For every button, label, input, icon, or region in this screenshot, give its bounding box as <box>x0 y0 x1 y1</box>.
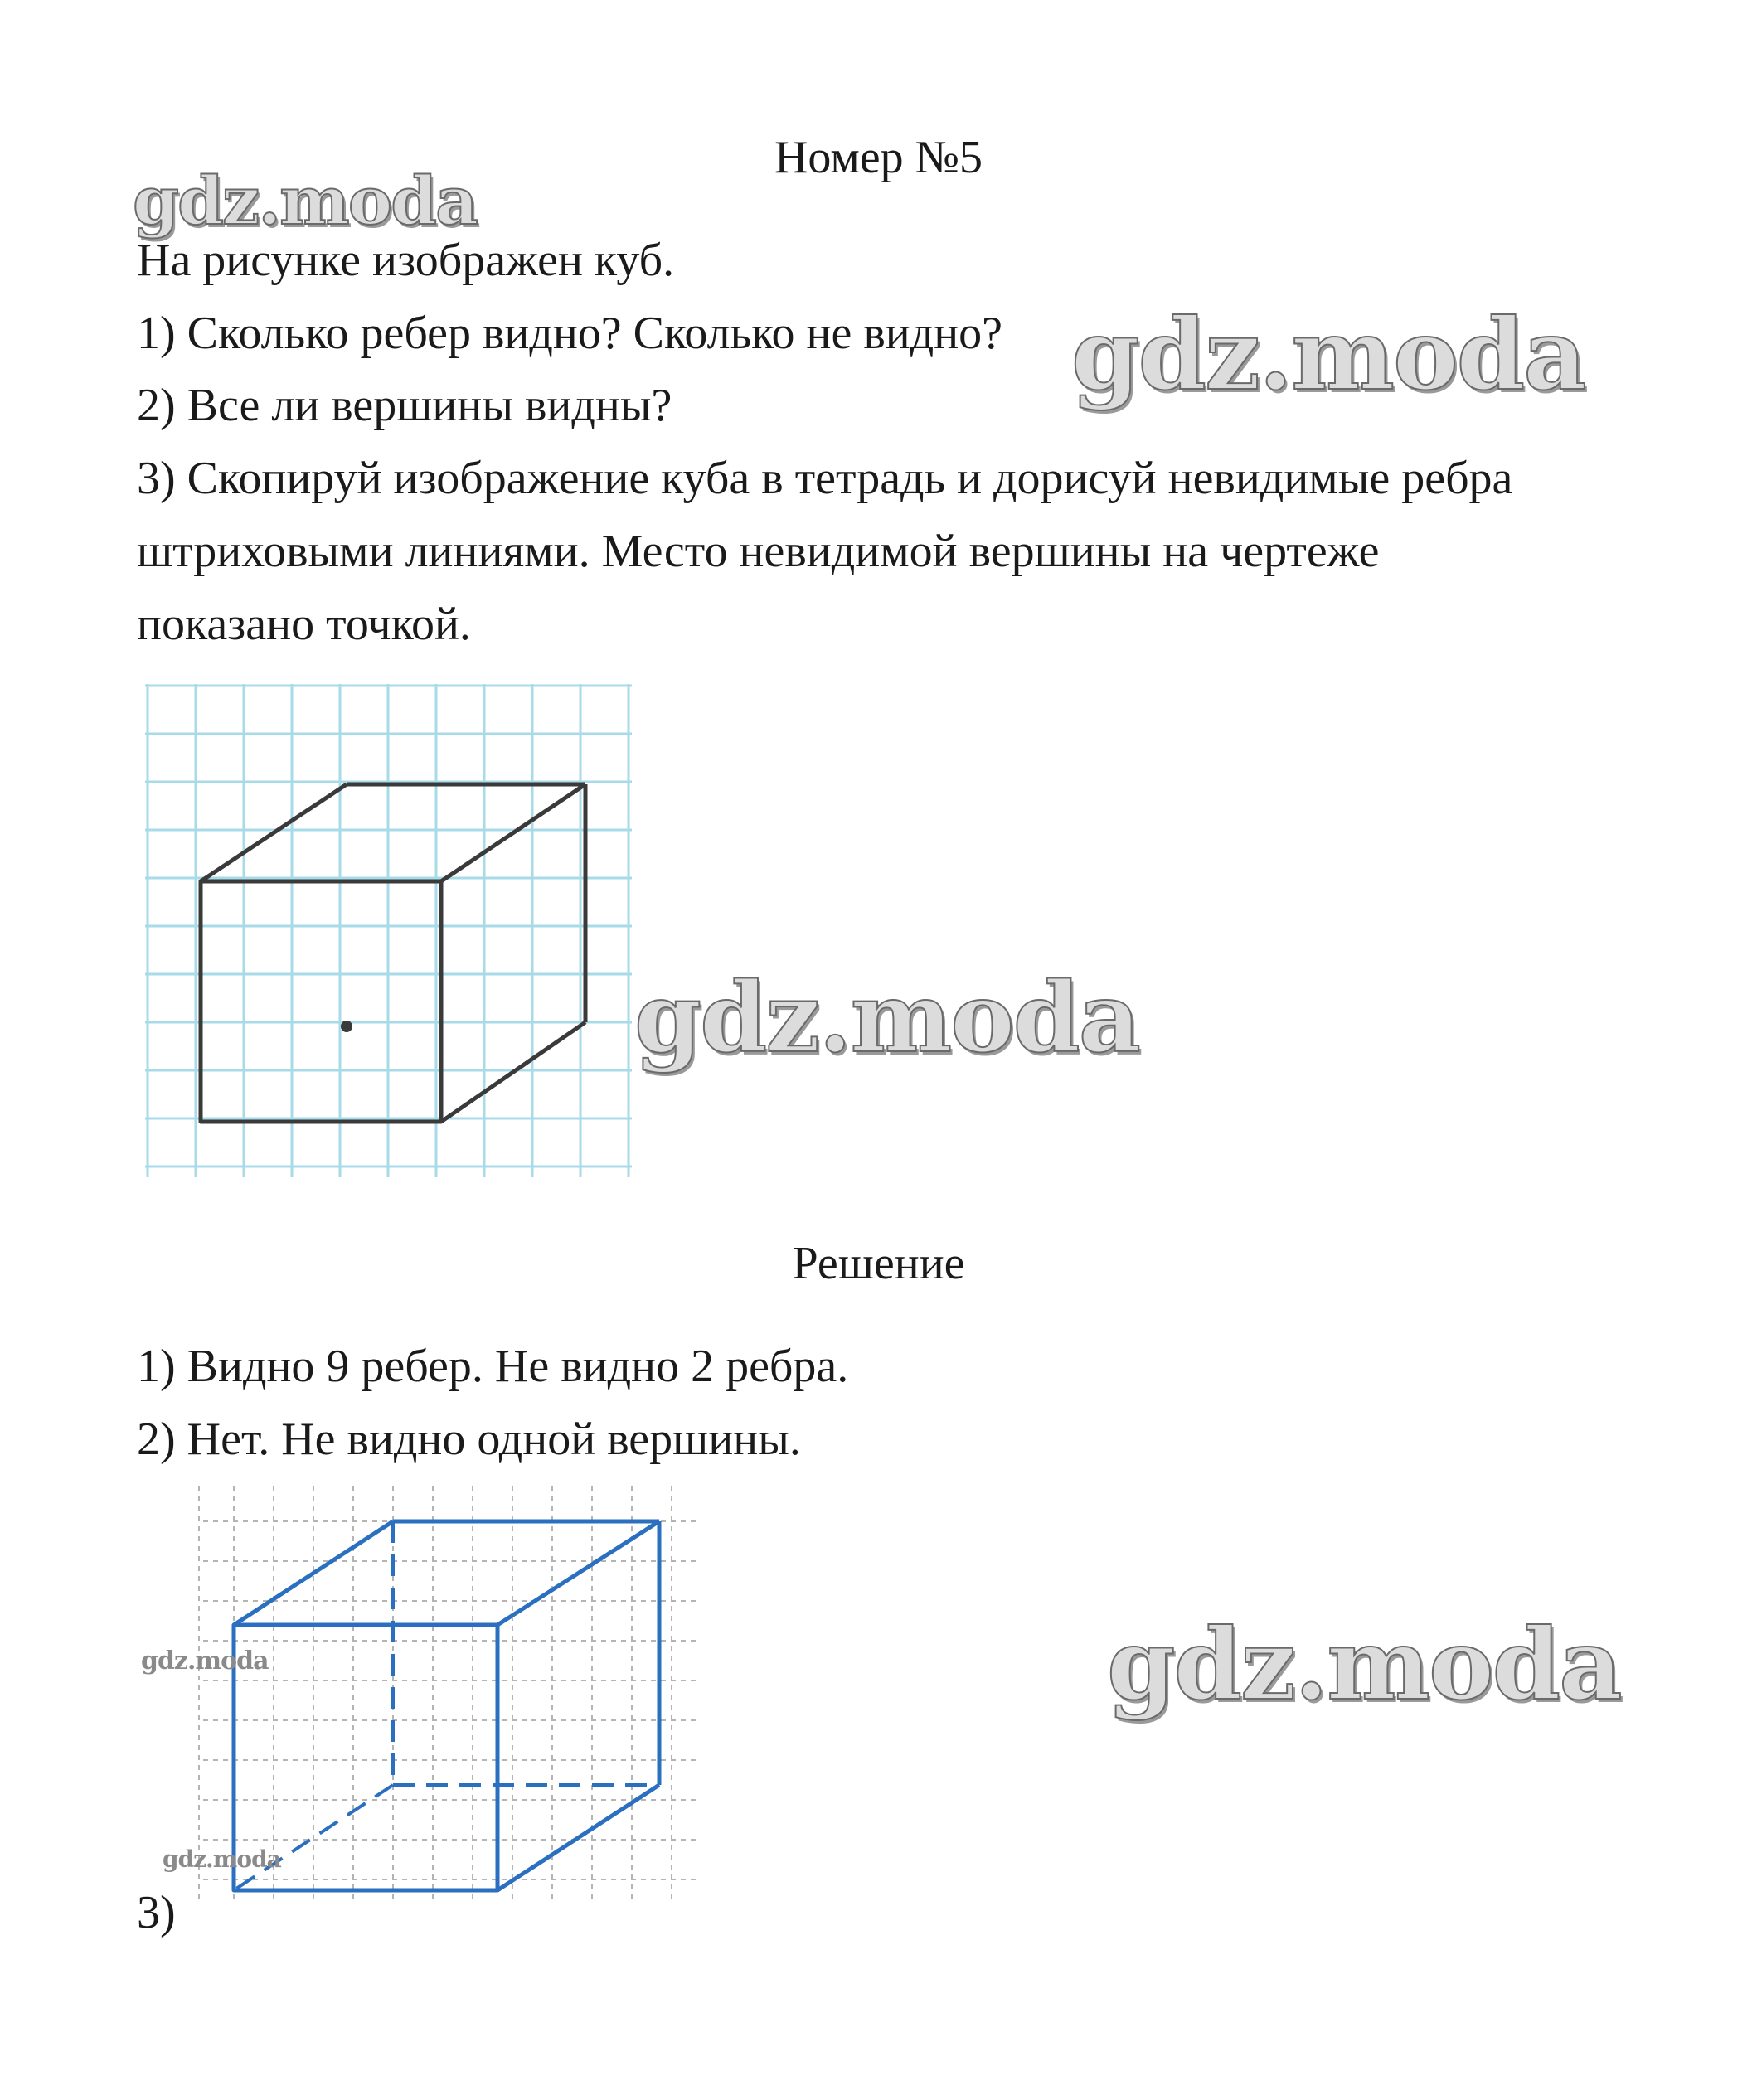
answer-1: 1) Видно 9 ребер. Не видно 2 ребра. <box>137 1341 849 1392</box>
solution-cube-figure <box>191 1480 713 1907</box>
answer-2: 2) Нет. Не видно одной вершины. <box>137 1414 801 1465</box>
task-grid <box>145 684 632 1177</box>
solution-hidden-edges <box>234 1521 659 1890</box>
question-3-line-2: штриховыми линиями. Место невидимой вершины на чертеже <box>137 526 1380 577</box>
watermark-small: gdz.moda <box>163 1845 281 1873</box>
question-2: 2) Все ли вершины видны? <box>137 380 672 431</box>
watermark: gdz.moda <box>634 962 1139 1074</box>
question-1: 1) Сколько ребер видно? Сколько не видно? <box>137 308 1003 359</box>
page-title: Номер №5 <box>774 132 983 183</box>
task-cube-figure <box>141 676 638 1181</box>
question-3-line-1: 3) Скопируй изображение куба в тетрадь и дорисуй невидимые ребра <box>137 453 1513 504</box>
question-3-line-3: показано точкой. <box>137 599 471 650</box>
solution-heading: Решение <box>792 1238 965 1289</box>
task-intro: На рисунке изображен куб. <box>137 235 675 286</box>
watermark: gdz.moda <box>133 162 477 240</box>
watermark-small: gdz.moda <box>141 1647 269 1676</box>
watermark: gdz.moda <box>1071 297 1585 412</box>
watermark: gdz.moda <box>1107 1607 1621 1722</box>
solution-grid <box>199 1486 696 1899</box>
hidden-vertex-dot <box>341 1021 352 1032</box>
answer-3-label: 3) <box>137 1887 176 1938</box>
solution-visible-edges <box>234 1521 659 1890</box>
